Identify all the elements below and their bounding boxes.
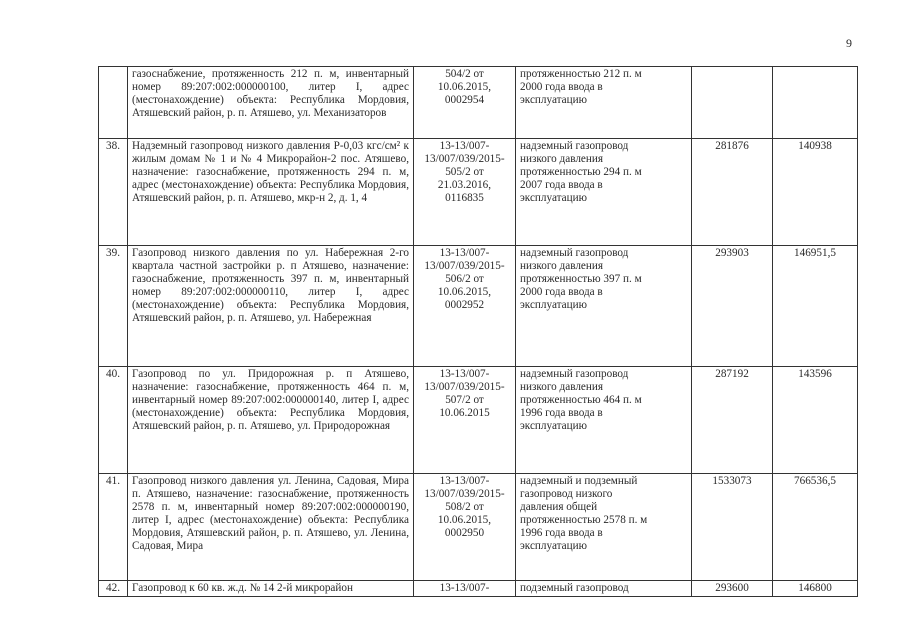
object-description: Газопровод низкого давления по ул. Набережная 2-го квартала частной застройки р. п Атяшево, назначение: газоснабжение, протяженность 397 п. м, инвентарный номер 89:207:002:000000110, литер I, адрес (местонахождение) объекта: Республика Мордовия, Атяшевский район, р. п. Атяшево, ул. Набережная [128, 246, 414, 367]
residual-value: 146951,5 [773, 246, 858, 367]
characteristics-text: надземный газопровод низкого давления протяженностью 294 п. м 2007 года ввода в эксплуатацию [520, 140, 642, 205]
object-description: Надземный газопровод низкого давления Р-0,03 кгс/см² к жилым домам № 1 и № 4 Микрорайон-2 пос. Атяшево, назначение: газоснабжение, протяженность 294 п. м, адрес (местонахождение) объекта: Республика Мордовия, Атяшевский район, р. п. Атяшево, мкр-н 2, д. 1, 4 [128, 139, 414, 246]
registration-text: 504/2 от 10.06.2015, 0002954 [437, 68, 492, 107]
registration-text: 13-13/007- 13/007/039/2015- 505/2 от 21.03.2016, 0116835 [424, 140, 505, 205]
object-characteristics [516, 581, 692, 597]
row-number [99, 67, 128, 139]
residual-value [773, 67, 858, 139]
table-row [99, 139, 858, 246]
page-number: 9 [846, 36, 852, 50]
object-description: газоснабжение, протяженность 212 п. м, инвентарный номер 89:207:002:000000100, литер I, адрес (местонахождение) объекта: Республика Мордовия, Атяшевский район, р. п. Атяшево, ул. Механизаторов [128, 67, 414, 139]
residual-value: 140938 [773, 139, 858, 246]
table-row [99, 367, 858, 474]
property-register-table [98, 66, 858, 597]
row-number: 40. [99, 367, 128, 474]
book-value: 281876 [692, 139, 773, 246]
registration-text: 13-13/007- 13/007/039/2015- 507/2 от 10.06.2015 [424, 368, 505, 420]
residual-value: 766536,5 [773, 474, 858, 581]
registration-record [414, 581, 516, 597]
object-description: Газопровод низкого давления ул. Ленина, Садовая, Мира п. Атяшево, назначение: газоснабжение, протяженность 2578 п. м, инвентарный номер 89:207:002:000000190, литер I, адрес (местонахождение) объекта: Республика Мордовия, Атяшевский район, р. п. Атяшево, ул. Ленина, Садовая, Мира [128, 474, 414, 581]
registration-text: 13-13/007- 13/007/039/2015- 508/2 от 10.06.2015, 0002950 [424, 475, 505, 540]
row-number: 42. [99, 581, 128, 597]
row-number: 41. [99, 474, 128, 581]
residual-value: 143596 [773, 367, 858, 474]
registration-record [414, 367, 516, 474]
characteristics-text: надземный газопровод низкого давления протяженностью 397 п. м 2000 года ввода в эксплуатацию [520, 247, 642, 312]
registration-record [414, 139, 516, 246]
registration-record [414, 474, 516, 581]
registration-record [414, 246, 516, 367]
row-number: 39. [99, 246, 128, 367]
object-characteristics [516, 246, 692, 367]
book-value: 293600 [692, 581, 773, 597]
table-row [99, 581, 858, 597]
book-value: 293903 [692, 246, 773, 367]
table-row [99, 67, 858, 139]
object-description: Газопровод к 60 кв. ж.д. № 14 2-й микрорайон [128, 581, 414, 597]
object-characteristics [516, 474, 692, 581]
book-value [692, 67, 773, 139]
registration-text: 13-13/007- [439, 582, 490, 594]
book-value: 287192 [692, 367, 773, 474]
characteristics-text: надземный газопровод низкого давления протяженностью 464 п. м 1996 года ввода в эксплуатацию [520, 368, 642, 433]
book-value: 1533073 [692, 474, 773, 581]
object-characteristics [516, 67, 692, 139]
table-row [99, 246, 858, 367]
row-number: 38. [99, 139, 128, 246]
characteristics-text: подземный газопровод [520, 582, 629, 594]
object-description: Газопровод по ул. Придорожная р. п Атяшево, назначение: газоснабжение, протяженность 464 п. м, инвентарный номер 89:207:002:000000140, литер I, адрес (местонахождение) объекта: Республика Мордовия, Атяшевский район, р. п. Атяшево, ул. Природорожная [128, 367, 414, 474]
residual-value: 146800 [773, 581, 858, 597]
characteristics-text: надземный и подземный газопровод низкого давления общей протяженностью 2578 п. м 1996 года ввода в эксплуатацию [520, 475, 648, 553]
registration-record [414, 67, 516, 139]
object-characteristics [516, 139, 692, 246]
registration-text: 13-13/007- 13/007/039/2015- 506/2 от 10.06.2015, 0002952 [424, 247, 505, 312]
table-row [99, 474, 858, 581]
characteristics-text: протяженностью 212 п. м 2000 года ввода в эксплуатацию [520, 68, 642, 107]
object-characteristics [516, 367, 692, 474]
